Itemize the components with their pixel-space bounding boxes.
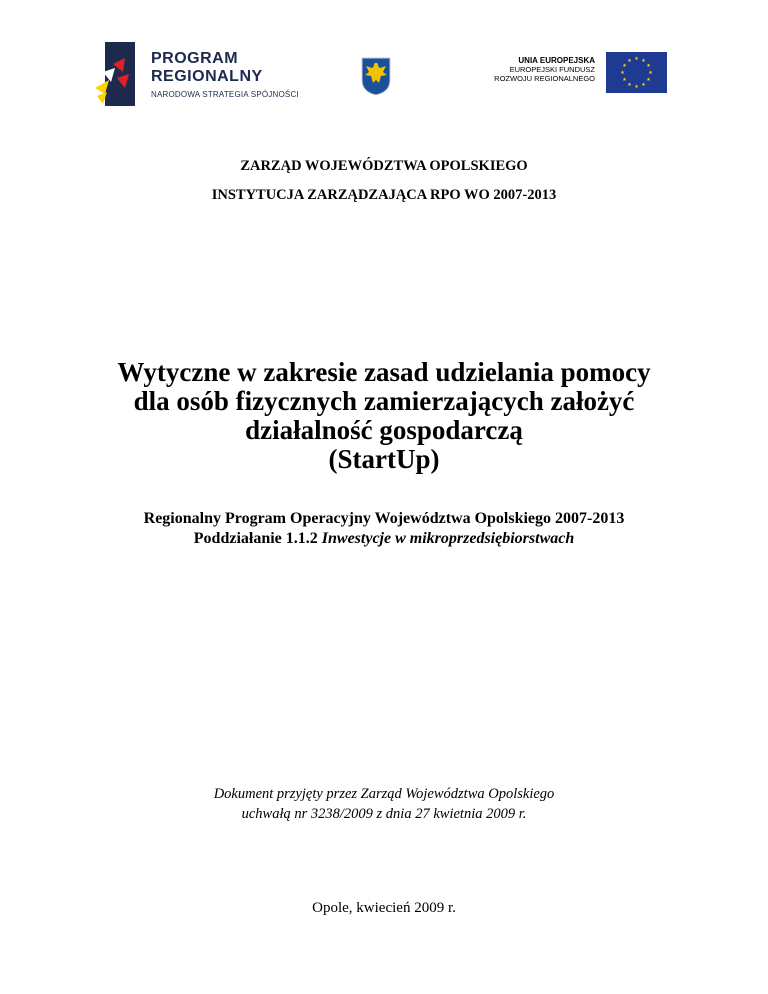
- eu-line1: UNIA EUROPEJSKA: [518, 56, 595, 65]
- adoption-note-line-1: Dokument przyjęty przez Zarząd Województwa Opolskiego: [213, 786, 555, 802]
- adoption-note-line-2: uchwałą nr 3238/2009 z dnia 27 kwietnia 2009 r.: [241, 806, 527, 822]
- logo-bar: [95, 38, 675, 110]
- eu-line3: ROZWOJU REGIONALNEGO: [494, 74, 595, 83]
- org-name: ZARZĄD WOJEWÓDZTWA OPOLSKIEGO: [240, 158, 528, 174]
- eu-flag-icon: [606, 52, 667, 93]
- strategy-label: NARODOWA STRATEGIA SPÓJNOŚCI: [151, 90, 299, 99]
- title-line-4: (StartUp): [328, 444, 440, 474]
- place-date: Opole, kwiecień 2009 r.: [312, 900, 456, 916]
- svg-text:★: ★: [620, 70, 625, 76]
- program-regionalny-emblem-icon: [95, 42, 137, 106]
- svg-text:★: ★: [646, 77, 651, 83]
- svg-text:★: ★: [646, 63, 651, 69]
- regionalny-label: REGIONALNY: [151, 68, 263, 85]
- title-line-2: dla osób fizycznych zamierzających założyć: [133, 386, 635, 416]
- submeasure-prefix: Poddziałanie 1.1.2: [193, 530, 322, 547]
- title-line-1: Wytyczne w zakresie zasad udzielania pomocy: [117, 357, 651, 387]
- svg-text:★: ★: [622, 77, 627, 83]
- program-regionalny-logo: [95, 42, 310, 106]
- svg-text:★: ★: [627, 58, 632, 64]
- eu-fund-text: [473, 56, 595, 83]
- eu-line2: EUROPEJSKI FUNDUSZ: [509, 65, 595, 74]
- svg-text:★: ★: [634, 56, 639, 62]
- svg-text:★: ★: [622, 63, 627, 69]
- submeasure-subtitle: [0, 530, 768, 548]
- svg-text:★: ★: [641, 58, 646, 64]
- title-line-3: działalność gospodarczą: [245, 415, 523, 445]
- svg-text:★: ★: [627, 82, 632, 88]
- svg-text:★: ★: [648, 70, 653, 76]
- program-label: PROGRAM: [151, 50, 239, 67]
- svg-text:★: ★: [634, 84, 639, 90]
- program-subtitle: Regionalny Program Operacyjny Województwa Opolskiego 2007-2013: [143, 510, 625, 527]
- managing-institution: INSTYTUCJA ZARZĄDZAJĄCA RPO WO 2007-2013: [211, 187, 557, 203]
- submeasure-name: Inwestycje w mikroprzedsiębiorstwach: [321, 530, 575, 547]
- opole-eagle-crest-icon: [360, 56, 392, 96]
- svg-text:★: ★: [641, 82, 646, 88]
- document-title: [0, 358, 768, 474]
